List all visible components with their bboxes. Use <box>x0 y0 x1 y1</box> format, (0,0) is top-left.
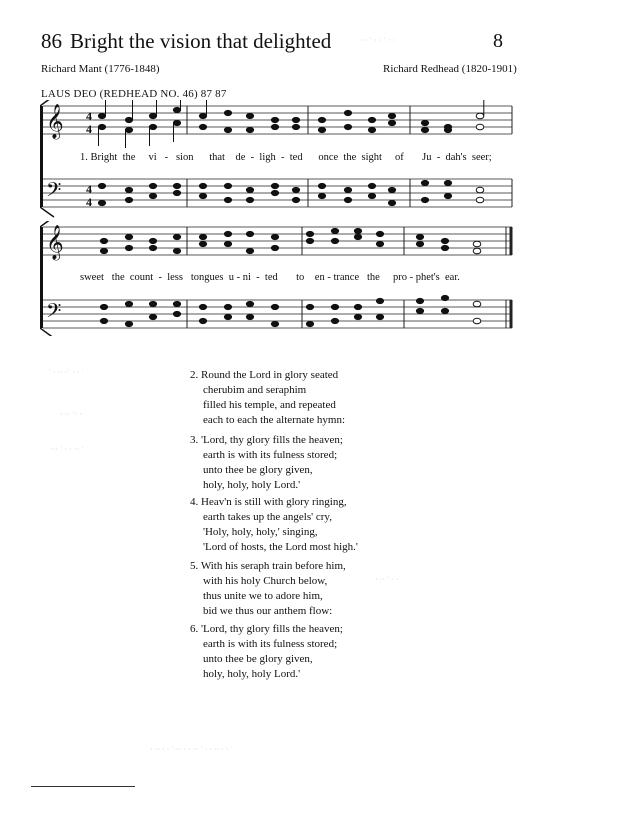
bleed-through-mark: · ·· ˙· · <box>60 410 82 419</box>
verse-line: with his holy Church below, <box>203 575 328 587</box>
lyric-syllable: de <box>235 152 246 163</box>
verse-first-line <box>190 559 346 574</box>
svg-text:𝄞: 𝄞 <box>46 105 64 138</box>
svg-text:4: 4 <box>86 122 92 136</box>
verse-line: 'Lord, thy glory fills the heaven; <box>201 623 343 635</box>
verse-line: each to each the alternate hymn: <box>203 414 346 426</box>
lyric-syllable: - <box>327 272 331 283</box>
hymn-number: 86 <box>41 29 62 53</box>
hymn-title: Bright the vision that delighted <box>70 29 332 53</box>
lyric-syllable: ted <box>264 272 278 283</box>
verse-number: 2. <box>190 369 199 381</box>
verse-number: 3. <box>190 434 199 446</box>
lyric-syllable: tongues <box>190 272 224 283</box>
lyric-syllable: - <box>236 272 241 283</box>
verse-5 <box>190 559 346 619</box>
svg-text:𝄢: 𝄢 <box>46 180 62 206</box>
verse-line: thus unite we to adore him, <box>203 590 323 602</box>
svg-text:𝄞: 𝄞 <box>46 226 64 259</box>
verse-first-line <box>190 433 343 448</box>
verse-line: With his seraph train before him, <box>200 560 346 572</box>
verse-line: earth takes up the angels' cry, <box>203 511 332 523</box>
verse-first-line <box>190 368 345 383</box>
lyric-syllable: - <box>256 272 260 283</box>
lyric-syllable: seer; <box>471 152 492 163</box>
lyric-syllable: sweet <box>80 272 104 283</box>
composer-credit: Richard Redhead (1820-1901) <box>383 63 517 75</box>
lyric-syllable: u <box>228 272 234 283</box>
verse-line: cherubim and seraphim <box>203 384 307 396</box>
footer-rule <box>31 786 135 787</box>
verse-line: earth is with its fulness stored; <box>203 638 338 650</box>
bleed-through-mark: · ·· · · ˙ ·· · · ·· ˙ · · ·· · · ˙ <box>150 745 234 754</box>
bleed-through-mark: ··· ˙ · · ·· ˙ <box>50 445 84 454</box>
verse-line: bid we thus our anthem flow: <box>203 605 333 617</box>
verse-number: 6. <box>190 623 199 635</box>
lyric-syllable: the <box>343 152 357 163</box>
lyric-syllable: - <box>158 272 162 283</box>
verse-line: holy, holy, holy Lord.' <box>203 479 301 491</box>
lyric-syllable: - <box>164 152 169 163</box>
verse-number: 4. <box>190 496 199 508</box>
lyric-syllable: that <box>209 152 225 163</box>
verse-line: holy, holy, holy Lord.' <box>203 668 301 680</box>
lyric-syllable: 1. Bright <box>80 152 118 163</box>
lyric-syllable: ni <box>242 272 251 283</box>
verse-line: Round the Lord in glory seated <box>201 369 339 381</box>
lyric-syllable: less <box>167 272 183 283</box>
svg-text:4: 4 <box>86 195 92 209</box>
lyric-syllable: Ju <box>422 152 432 163</box>
lyric-syllable: the <box>367 272 380 283</box>
lyric-syllable: vi <box>148 152 157 163</box>
lyric-syllable: ear. <box>445 272 460 283</box>
lyric-syllable: to <box>296 272 305 283</box>
bleed-through-mark: · · ˙ · · ˙ · · <box>360 36 396 45</box>
lyrics-line-2 <box>80 272 460 283</box>
verse-number: 5. <box>190 560 199 572</box>
verse-line: unto thee be glory given, <box>203 653 313 665</box>
svg-text:𝄢: 𝄢 <box>46 301 62 327</box>
verse-line: unto thee be glory given, <box>203 464 313 476</box>
lyric-syllable: ted <box>289 152 303 163</box>
lyric-syllable: count <box>129 272 154 283</box>
verse-line: 'Lord, thy glory fills the heaven; <box>201 434 343 446</box>
svg-text:4: 4 <box>86 109 92 123</box>
verse-3 <box>190 433 343 493</box>
lyric-syllable: ligh <box>259 152 276 163</box>
lyric-syllable: of <box>395 152 404 163</box>
lyric-syllable: phet's <box>415 272 440 283</box>
verse-2 <box>190 368 345 428</box>
tune-name: LAUS DEO (REDHEAD NO. 46) 87 87 <box>41 88 227 100</box>
verse-4 <box>190 495 358 555</box>
verse-first-line <box>190 622 343 637</box>
hymn-title-row <box>41 28 331 54</box>
lyric-syllable: trance <box>333 272 360 283</box>
verse-line: filled his temple, and repeated <box>203 399 336 411</box>
verse-line: 'Lord of hosts, the Lord most high.' <box>203 541 358 553</box>
lyric-syllable: - <box>281 152 285 163</box>
lyric-syllable: en <box>314 272 325 283</box>
bleed-through-mark: ˙ · ·· ·˙ · · ˙ <box>48 368 84 377</box>
verse-first-line <box>190 495 358 510</box>
page-number: 8 <box>493 30 503 52</box>
lyric-syllable: the <box>111 272 125 283</box>
verse-6 <box>190 622 343 682</box>
lyric-syllable: once <box>318 152 339 163</box>
lyric-syllable: - <box>409 272 414 283</box>
verse-line: earth is with its fulness stored; <box>203 449 338 461</box>
lyric-syllable: - <box>250 152 255 163</box>
author-credit: Richard Mant (1776-1848) <box>41 63 160 75</box>
lyric-syllable: dah's <box>445 152 467 163</box>
lyric-syllable: the <box>122 152 136 163</box>
lyric-syllable: - <box>436 152 441 163</box>
svg-text:4: 4 <box>86 182 92 196</box>
verse-line: 'Holy, holy, holy,' singing, <box>203 526 318 538</box>
lyrics-line-1 <box>80 152 492 163</box>
lyric-syllable: sion <box>175 152 194 163</box>
lyric-syllable: pro <box>392 272 407 283</box>
bleed-through-mark: · ·· ˙ · · <box>375 575 399 584</box>
verse-line: Heav'n is still with glory ringing, <box>201 496 347 508</box>
lyric-syllable: sight <box>361 152 382 163</box>
